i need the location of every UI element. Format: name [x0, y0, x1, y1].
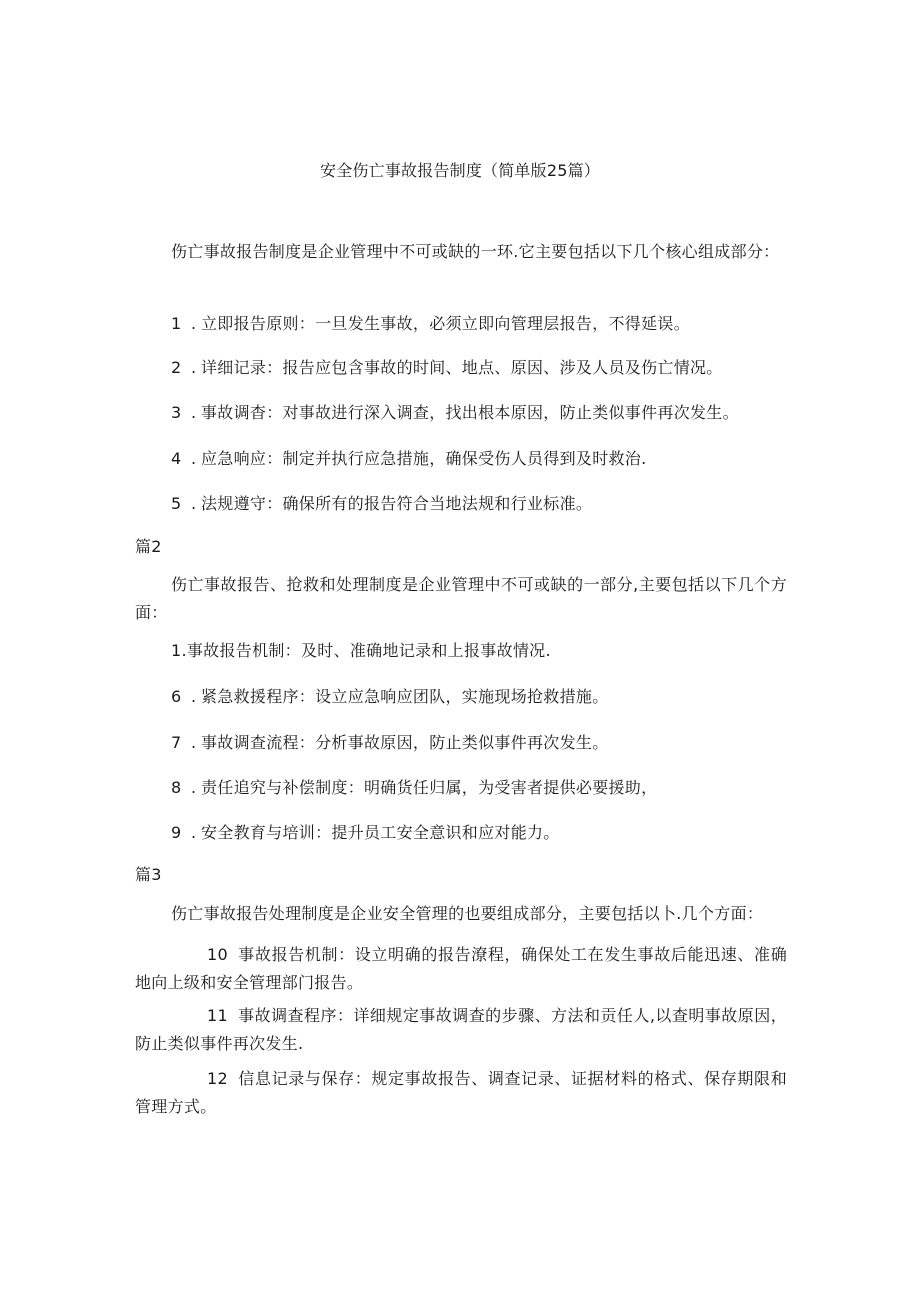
list-item-text: 事故报告机制：设立明确的报告潦程，确保处工在发生事故后能迅速、准确地向上级和安全管理部门报告。	[135, 945, 787, 992]
list-item	[135, 637, 787, 665]
list-item-text: 事故调查程序：详细规定事故调查的步骤、方法和贡任人,以查明事故原因，防止类似事件再次发生.	[135, 1006, 787, 1053]
list-item-number: 11	[207, 1006, 228, 1025]
list-item-number: 4	[171, 449, 182, 468]
list-item-separator: .	[191, 403, 197, 422]
list-item-number: 3	[171, 403, 182, 422]
list-item-text: 信息记录与保存：规定事故报告、调查记录、证据材料的格式、保存期限和管理方式。	[135, 1069, 787, 1116]
list-item	[135, 1065, 787, 1121]
list-item	[135, 941, 787, 997]
list-item	[135, 683, 787, 711]
section-heading: 篇2	[135, 537, 162, 556]
list-item	[135, 399, 787, 427]
list-item-number: 9	[171, 823, 182, 842]
list-item-text: 安全教育与培训：提升员工安全意识和应对能力。	[201, 823, 560, 842]
list-item	[135, 729, 787, 757]
list-item-number: 12	[207, 1069, 228, 1088]
list-item-text: 责任追究与补偿制度：明确货任归属，为受害者提供必要援助，	[201, 778, 658, 797]
list-item-separator: .	[191, 823, 197, 842]
list-item-separator: .	[191, 314, 197, 333]
list-item	[135, 774, 787, 802]
list-item-separator: .	[191, 778, 197, 797]
list-item-text: 立即报告原则：一旦发生事故，必须立即向管理层报告，不得延误。	[201, 314, 691, 333]
list-item-separator: .	[191, 494, 197, 513]
list-item-text: 法规遵守：确保所有的报告符合当地法规和行业标准。	[201, 494, 593, 513]
list-item-number: 5	[171, 494, 182, 513]
list-item-text: 事故调杳：对事故进行深入调查，找出根本原因，防止类似事件再次发生。	[201, 403, 739, 422]
list-item-number: 10	[207, 945, 228, 964]
list-item	[135, 310, 787, 338]
list-item-separator: .	[191, 687, 197, 706]
list-item-text: 事故调查流程：分析事故原因，防止类似事件再次发生。	[201, 733, 609, 752]
list-item	[135, 490, 787, 518]
list-item-text: 应急响应：制定并执行应急措施，确保受伤人员得到及时救治.	[201, 449, 647, 468]
intro-paragraph: 伤亡事故报告制度是企业管理中不可或缺的一环.它主要包括以下几个核心组成部分：	[171, 242, 780, 261]
list-item	[135, 1002, 787, 1058]
section-intro-paragraph: 伤亡事故报告、抢救和处理制度是企业管理中不可或缺的一部分,主要包括以下几个方面：	[135, 575, 787, 622]
list-item-text: 1.事故报告机制：及时、准确地记录和上报事故情况.	[171, 641, 551, 660]
list-item-separator: .	[191, 358, 197, 377]
list-item-number: 6	[171, 687, 182, 706]
list-item-number: 7	[171, 733, 182, 752]
list-item-text: 紧急救援程序：设立应急响应团队，实施现场抢救措施。	[201, 687, 609, 706]
document-title: 安全伤亡事故报告制度（简单版25篇）	[320, 161, 600, 180]
list-item-separator: .	[191, 449, 197, 468]
list-item	[135, 445, 787, 473]
list-item-number: 8	[171, 778, 182, 797]
list-item-number: 2	[171, 358, 182, 377]
list-item-separator: .	[191, 733, 197, 752]
list-item-number: 1	[171, 314, 182, 333]
list-item	[135, 354, 787, 382]
list-item-text: 详细记录：报告应包含事故的时间、地点、原因、涉及人员及伤亡情况。	[201, 358, 723, 377]
section-intro-paragraph: 伤亡事故报告处理制度是企业安全管理的也要组成部分，主要包括以卜.几个方面：	[171, 904, 764, 923]
section-heading: 篇3	[135, 865, 162, 884]
list-item	[135, 819, 787, 847]
